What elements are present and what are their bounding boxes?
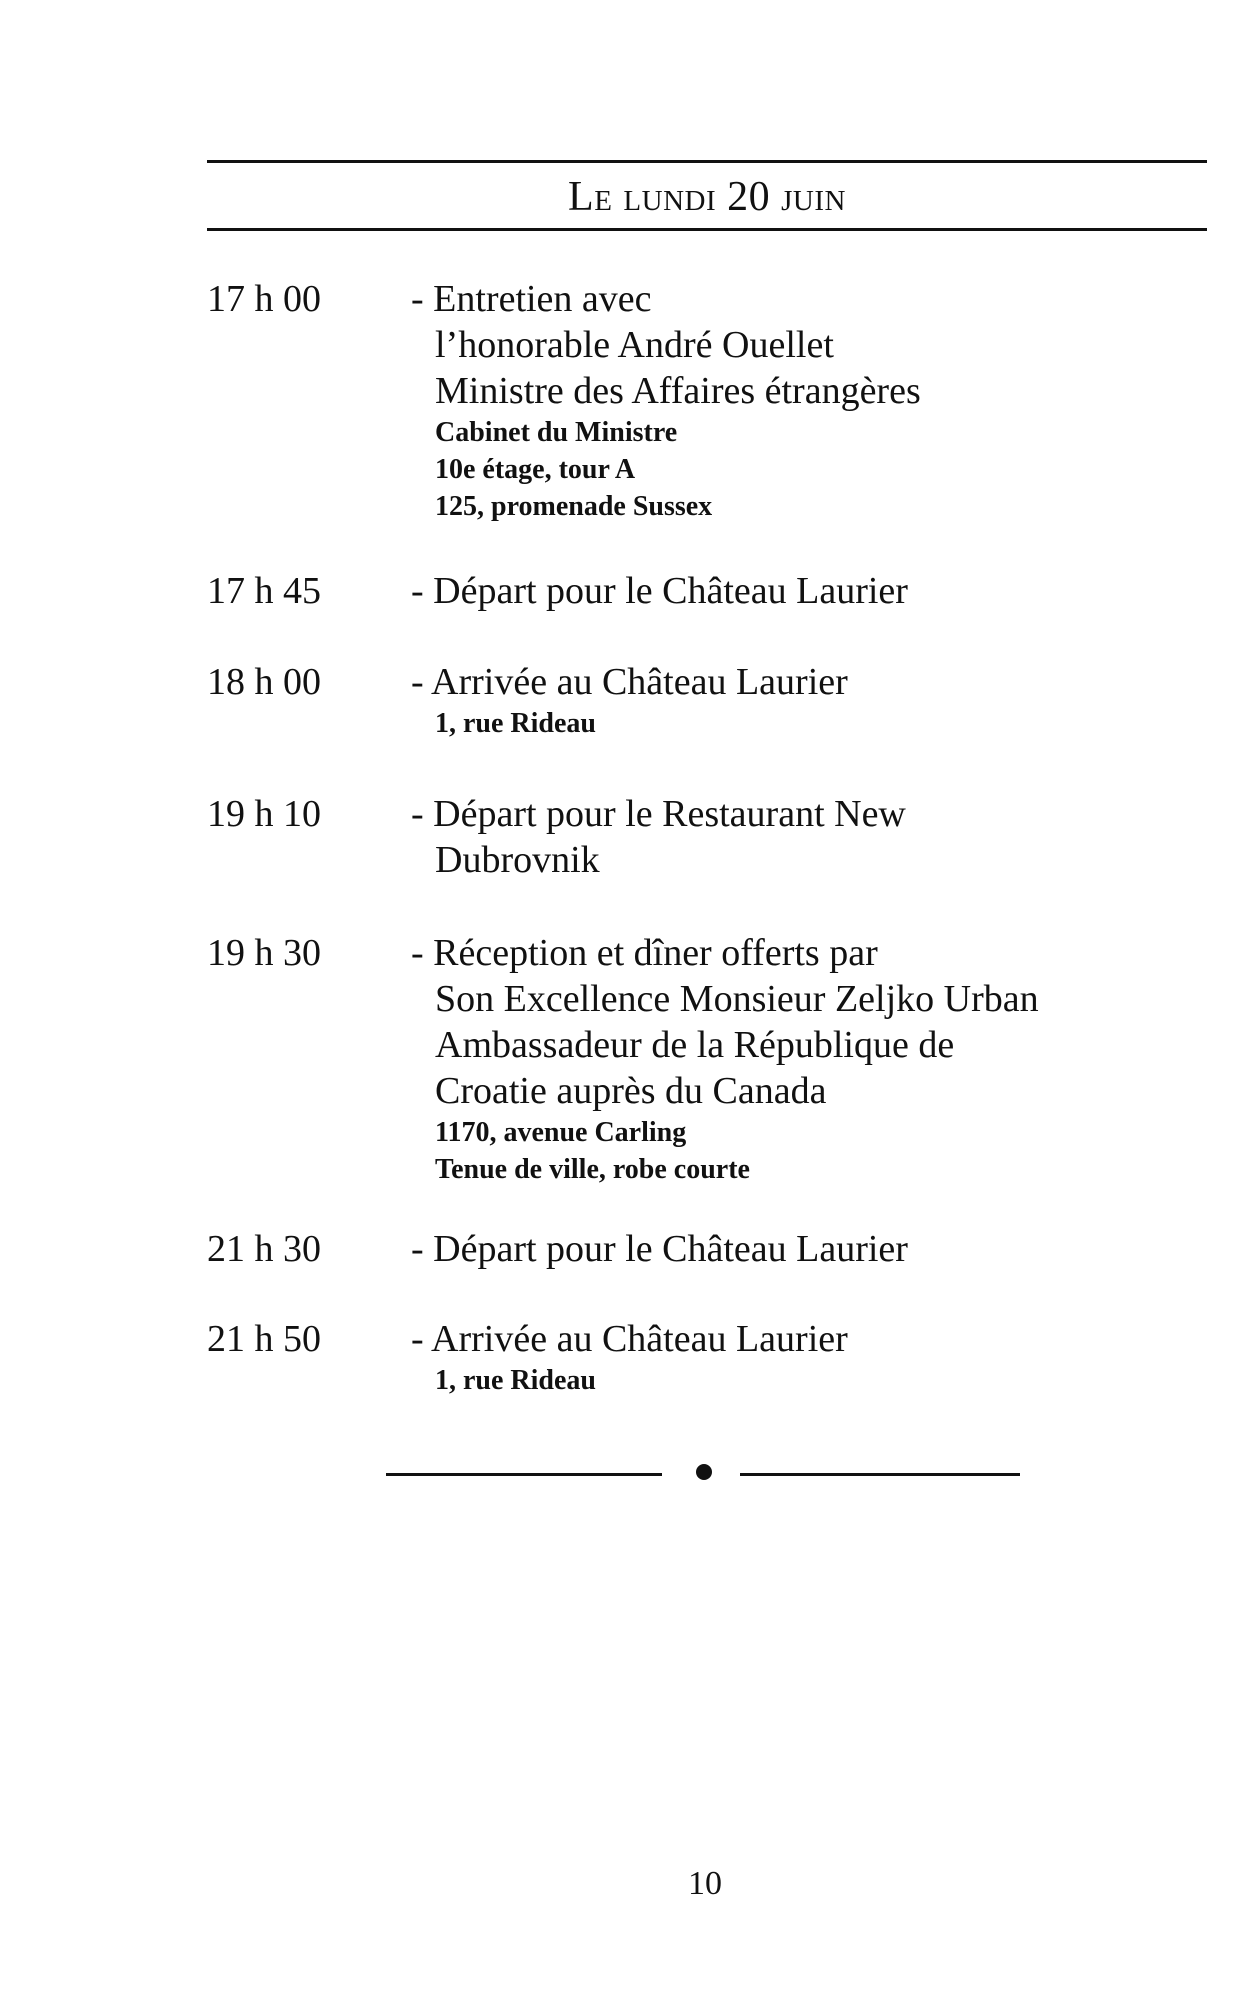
entry-detail: 125, promenade Sussex — [435, 491, 713, 522]
entry-detail: 1170, avenue Carling — [435, 1117, 687, 1148]
entry-time: 17 h 45 — [207, 570, 321, 612]
entry-time: 21 h 30 — [207, 1228, 321, 1270]
divider-dot-icon — [696, 1464, 712, 1480]
entry-time: 21 h 50 — [207, 1318, 321, 1360]
entry-detail: 1, rue Rideau — [435, 708, 596, 739]
page-title-text: Le lundi 20 juin — [568, 174, 846, 220]
entry-description — [411, 568, 1195, 614]
entry-description — [411, 1226, 1195, 1272]
entry-line: - Départ pour le Restaurant New — [411, 793, 906, 835]
entry-line: Ambassadeur de la République de — [435, 1024, 955, 1066]
entry-time: 19 h 30 — [207, 932, 321, 974]
page-number: 10 — [688, 1865, 722, 1902]
entry-detail: 1, rue Rideau — [435, 1365, 596, 1396]
entry-description — [411, 930, 1195, 1188]
entry-line: Son Excellence Monsieur Zeljko Urban — [435, 978, 1039, 1020]
entry-line: l’honorable André Ouellet — [435, 324, 834, 366]
entry-description — [411, 659, 1195, 742]
section-divider-left — [386, 1473, 662, 1476]
entry-line: - Entretien avec — [411, 278, 652, 320]
entry-line: - Réception et dîner offerts par — [411, 932, 878, 974]
entry-line: - Arrivée au Château Laurier — [411, 1318, 848, 1360]
entry-detail: Tenue de ville, robe courte — [435, 1154, 750, 1185]
entry-line: - Départ pour le Château Laurier — [411, 570, 908, 612]
entry-line: Ministre des Affaires étrangères — [435, 370, 921, 412]
entry-line: Dubrovnik — [435, 839, 600, 881]
entry-detail: 10e étage, tour A — [435, 454, 636, 485]
entry-detail: Cabinet du Ministre — [435, 417, 678, 448]
entry-line: - Départ pour le Château Laurier — [411, 1228, 908, 1270]
entry-time: 17 h 00 — [207, 278, 321, 320]
entry-description — [411, 791, 1195, 883]
entry-time: 19 h 10 — [207, 793, 321, 835]
entry-time: 18 h 00 — [207, 661, 321, 703]
page-title — [207, 170, 1207, 224]
header-rule-bottom — [207, 228, 1207, 231]
entry-line: - Arrivée au Château Laurier — [411, 661, 848, 703]
entry-line: Croatie auprès du Canada — [435, 1070, 827, 1112]
entry-description — [411, 276, 1195, 525]
entry-description — [411, 1316, 1195, 1399]
section-divider-right — [740, 1473, 1020, 1476]
header-rule-top — [207, 160, 1207, 163]
